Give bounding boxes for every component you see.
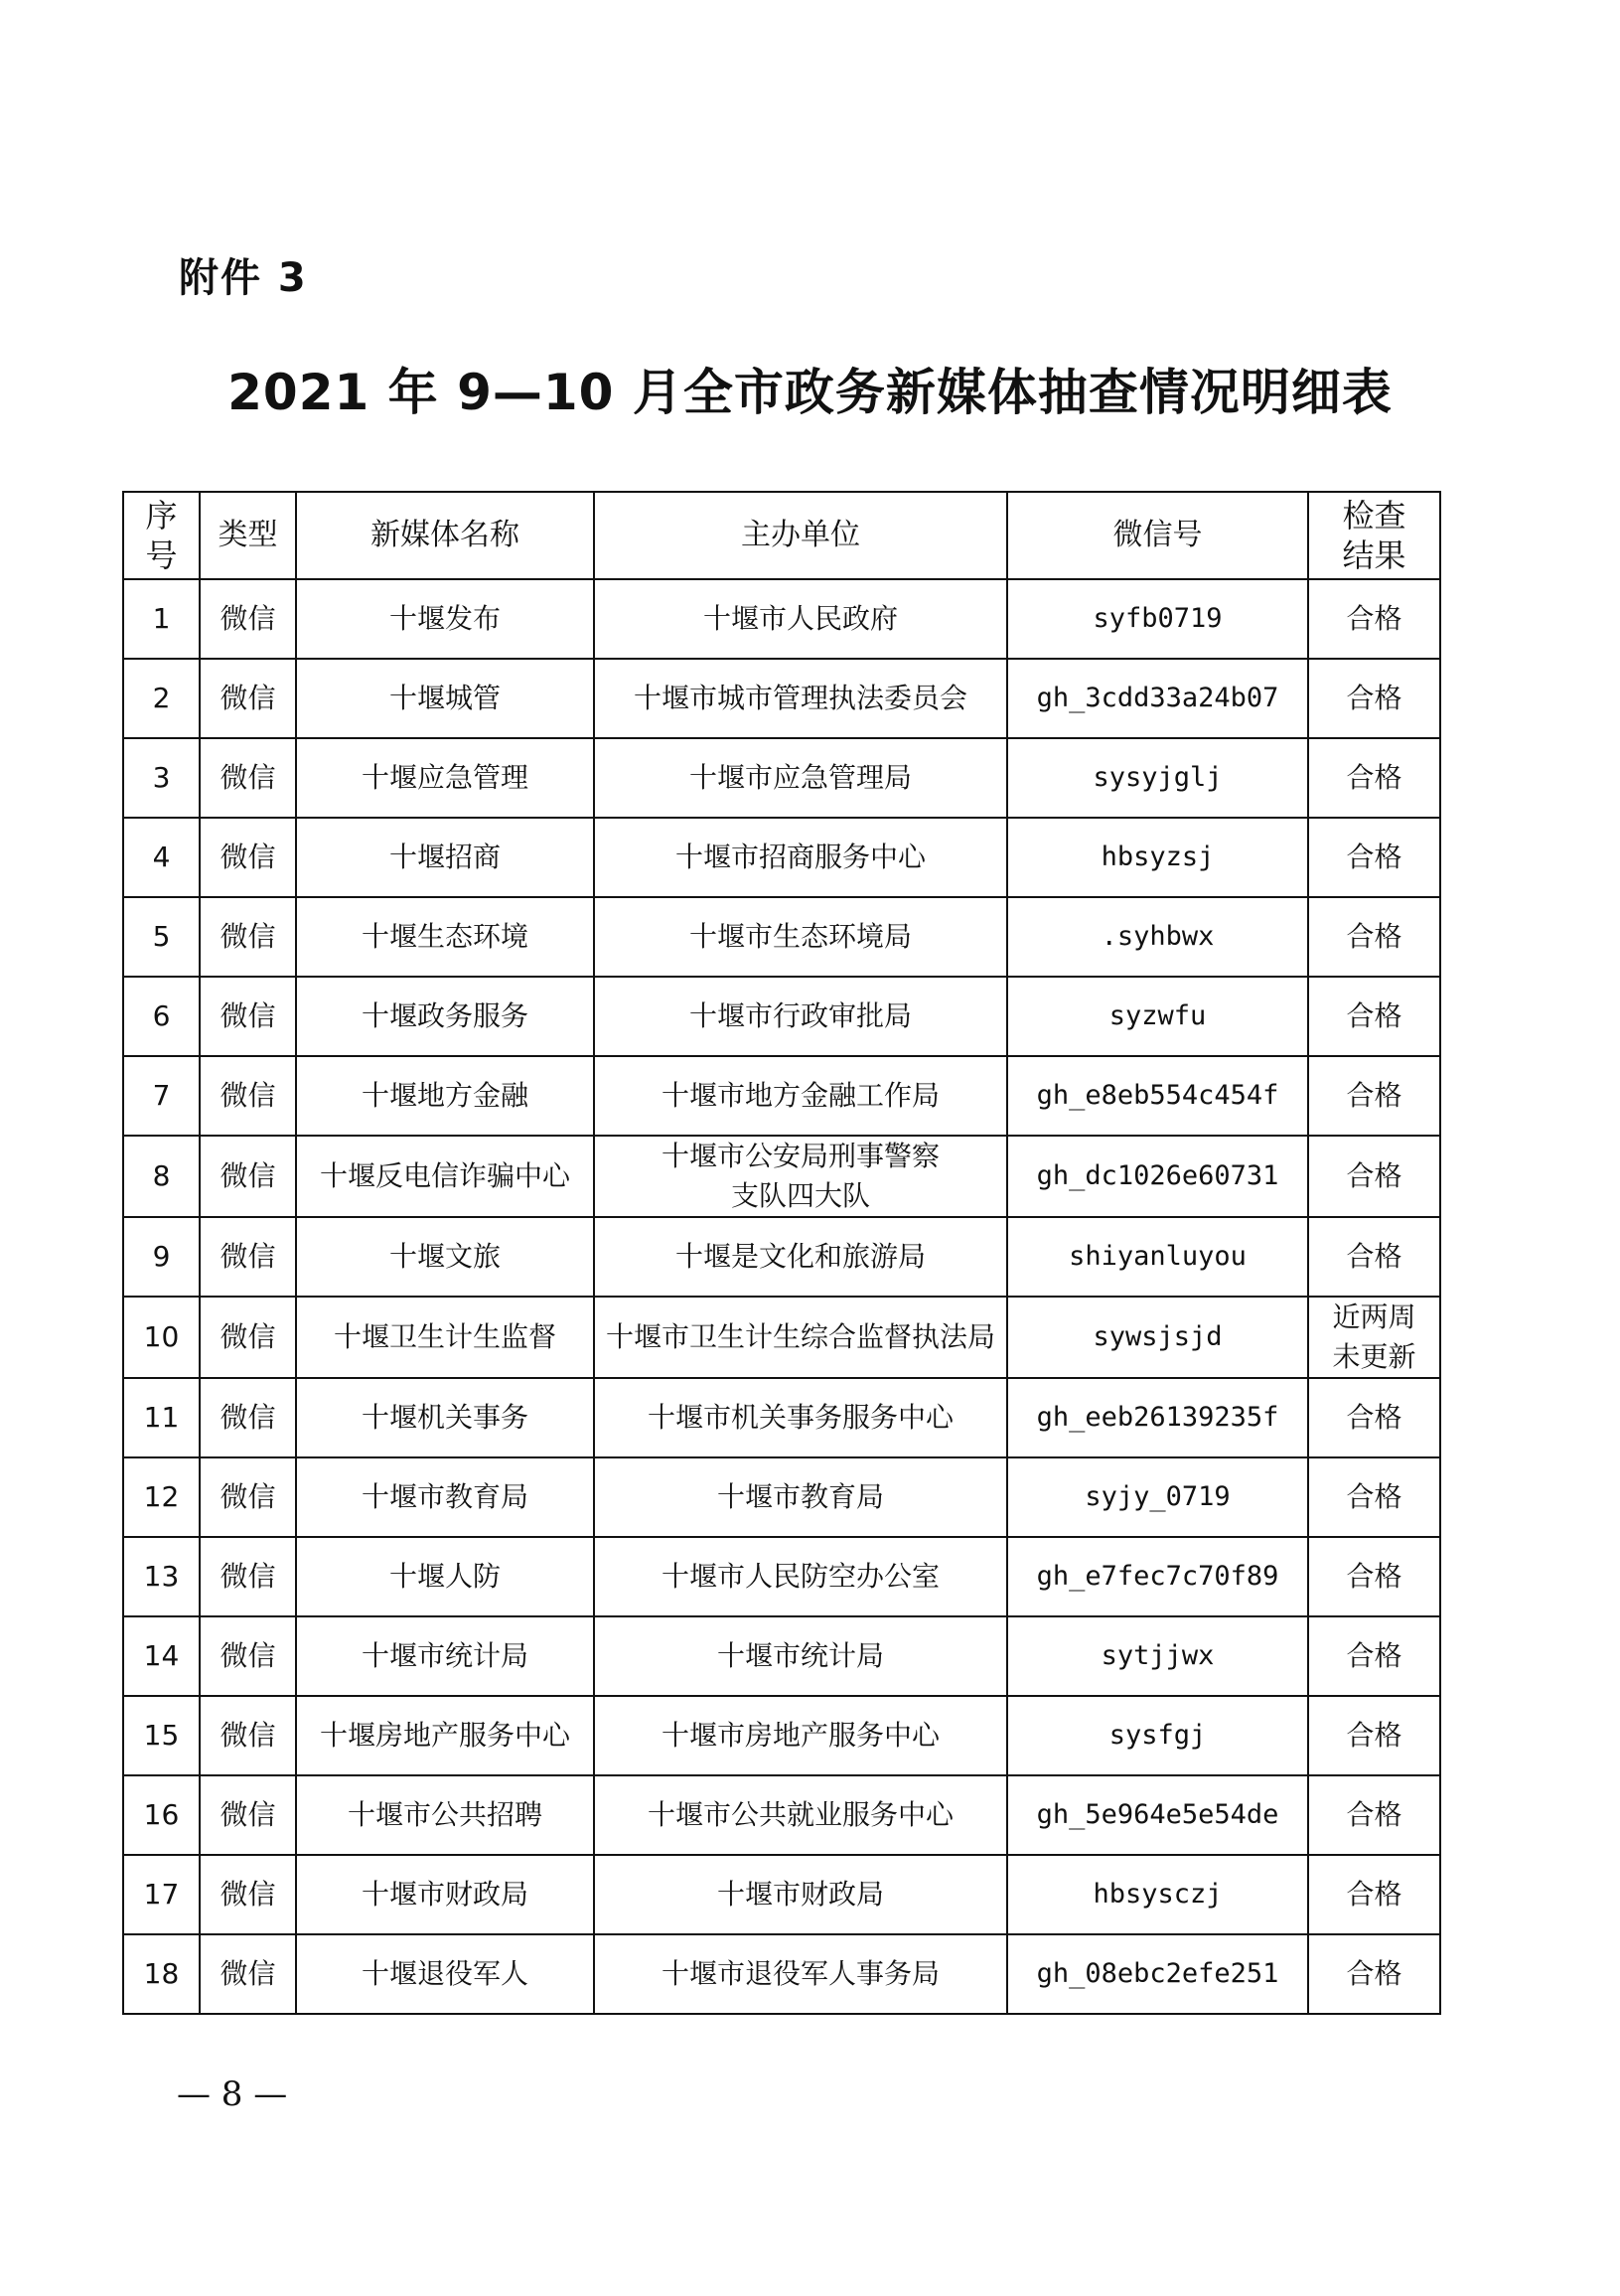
row-result: 合格 [1308, 1217, 1440, 1297]
row-result: 合格 [1308, 1056, 1440, 1136]
row-type: 微信 [200, 579, 296, 659]
table-row [123, 977, 1440, 1056]
row-wechat-id: gh_e8eb554c454f [1007, 1056, 1308, 1136]
row-index: 1 [123, 579, 200, 659]
table-row [123, 1297, 1440, 1378]
table-row [123, 1855, 1440, 1934]
row-media-name: 十堰市统计局 [296, 1616, 594, 1696]
row-index: 14 [123, 1616, 200, 1696]
header-result [1308, 492, 1440, 579]
header-index [123, 492, 200, 579]
row-result: 合格 [1308, 818, 1440, 897]
attachment-label: 附件 3 [179, 255, 308, 301]
row-media-name: 十堰生态环境 [296, 897, 594, 977]
row-type: 微信 [200, 1537, 296, 1616]
row-index: 5 [123, 897, 200, 977]
row-type: 微信 [200, 738, 296, 818]
row-type: 微信 [200, 1136, 296, 1217]
table-row [123, 1217, 1440, 1297]
row-organizer: 十堰市人民防空办公室 [594, 1537, 1007, 1616]
table-row [123, 897, 1440, 977]
row-wechat-id: hbsysczj [1007, 1855, 1308, 1934]
row-index: 4 [123, 818, 200, 897]
row-organizer: 十堰市退役军人事务局 [594, 1934, 1007, 2014]
row-wechat-id: hbsyzsj [1007, 818, 1308, 897]
row-organizer: 十堰市机关事务服务中心 [594, 1378, 1007, 1457]
row-result [1308, 1297, 1440, 1378]
row-result: 合格 [1308, 897, 1440, 977]
row-organizer: 十堰市城市管理执法委员会 [594, 659, 1007, 738]
row-index: 15 [123, 1696, 200, 1775]
table-row [123, 1056, 1440, 1136]
row-index: 6 [123, 977, 200, 1056]
row-result: 合格 [1308, 659, 1440, 738]
row-result: 合格 [1308, 977, 1440, 1056]
row-wechat-id: gh_08ebc2efe251 [1007, 1934, 1308, 2014]
row-organizer: 十堰市教育局 [594, 1457, 1007, 1537]
header-result-line-2: 结果 [1342, 536, 1406, 574]
table-row [123, 579, 1440, 659]
row-type: 微信 [200, 1378, 296, 1457]
header-organizer: 主办单位 [594, 492, 1007, 579]
row-wechat-id: sysfgj [1007, 1696, 1308, 1775]
row-result: 合格 [1308, 738, 1440, 818]
row-media-name: 十堰城管 [296, 659, 594, 738]
table-row [123, 1457, 1440, 1537]
header-index-line-1: 序 [145, 497, 178, 535]
table-row [123, 659, 1440, 738]
row-result: 合格 [1308, 1775, 1440, 1855]
table-row [123, 1696, 1440, 1775]
row-index: 2 [123, 659, 200, 738]
row-media-name: 十堰人防 [296, 1537, 594, 1616]
row-index: 12 [123, 1457, 200, 1537]
table-row [123, 738, 1440, 818]
row-organizer: 十堰市生态环境局 [594, 897, 1007, 977]
row-type: 微信 [200, 1457, 296, 1537]
row-result: 合格 [1308, 579, 1440, 659]
row-organizer: 十堰市公共就业服务中心 [594, 1775, 1007, 1855]
table-row [123, 1378, 1440, 1457]
row-media-name: 十堰应急管理 [296, 738, 594, 818]
table-row [123, 1934, 1440, 2014]
row-type: 微信 [200, 1855, 296, 1934]
header-wechat-id: 微信号 [1007, 492, 1308, 579]
row-organizer: 十堰市卫生计生综合监督执法局 [594, 1297, 1007, 1378]
row-media-name: 十堰招商 [296, 818, 594, 897]
row-organizer: 十堰市房地产服务中心 [594, 1696, 1007, 1775]
row-result: 合格 [1308, 1378, 1440, 1457]
row-organizer: 十堰市统计局 [594, 1616, 1007, 1696]
row-result: 合格 [1308, 1934, 1440, 2014]
row-wechat-id: .syhbwx [1007, 897, 1308, 977]
header-index-line-2: 号 [145, 536, 178, 574]
row-wechat-id: sytjjwx [1007, 1616, 1308, 1696]
row-result: 合格 [1308, 1855, 1440, 1934]
row-result: 合格 [1308, 1696, 1440, 1775]
row-wechat-id: gh_e7fec7c70f89 [1007, 1537, 1308, 1616]
row-index: 9 [123, 1217, 200, 1297]
row-type: 微信 [200, 1297, 296, 1378]
row-organizer: 十堰市地方金融工作局 [594, 1056, 1007, 1136]
row-wechat-id: syfb0719 [1007, 579, 1308, 659]
row-wechat-id: gh_dc1026e60731 [1007, 1136, 1308, 1217]
row-type: 微信 [200, 659, 296, 738]
row-wechat-id: gh_5e964e5e54de [1007, 1775, 1308, 1855]
table-row [123, 1136, 1440, 1217]
table-header [123, 492, 1440, 579]
page-number: — 8 — [177, 2074, 288, 2114]
row-index: 3 [123, 738, 200, 818]
row-index: 18 [123, 1934, 200, 2014]
row-wechat-id: sywsjsjd [1007, 1297, 1308, 1378]
row-organizer-line: 十堰市公安局刑事警察 [661, 1140, 940, 1172]
row-result-line: 近两周 [1332, 1301, 1416, 1333]
row-wechat-id: syjy_0719 [1007, 1457, 1308, 1537]
row-wechat-id: shiyanluyou [1007, 1217, 1308, 1297]
row-media-name: 十堰反电信诈骗中心 [296, 1136, 594, 1217]
table-body [123, 579, 1440, 2014]
table-row [123, 1775, 1440, 1855]
row-media-name: 十堰文旅 [296, 1217, 594, 1297]
row-result: 合格 [1308, 1136, 1440, 1217]
row-wechat-id: syzwfu [1007, 977, 1308, 1056]
inspection-table [122, 491, 1441, 2015]
row-index: 7 [123, 1056, 200, 1136]
row-index: 13 [123, 1537, 200, 1616]
row-index: 11 [123, 1378, 200, 1457]
row-media-name: 十堰卫生计生监督 [296, 1297, 594, 1378]
row-index: 8 [123, 1136, 200, 1217]
header-type: 类型 [200, 492, 296, 579]
row-media-name: 十堰政务服务 [296, 977, 594, 1056]
row-organizer: 十堰市财政局 [594, 1855, 1007, 1934]
row-type: 微信 [200, 1934, 296, 2014]
row-result: 合格 [1308, 1537, 1440, 1616]
row-type: 微信 [200, 818, 296, 897]
row-index: 17 [123, 1855, 200, 1934]
row-media-name: 十堰退役军人 [296, 1934, 594, 2014]
row-media-name: 十堰市公共招聘 [296, 1775, 594, 1855]
row-wechat-id: gh_eeb26139235f [1007, 1378, 1308, 1457]
row-result: 合格 [1308, 1457, 1440, 1537]
row-type: 微信 [200, 977, 296, 1056]
row-organizer: 十堰是文化和旅游局 [594, 1217, 1007, 1297]
header-media-name: 新媒体名称 [296, 492, 594, 579]
row-wechat-id: sysyjglj [1007, 738, 1308, 818]
row-organizer: 十堰市招商服务中心 [594, 818, 1007, 897]
page-title: 2021 年 9—10 月全市政务新媒体抽查情况明细表 [227, 364, 1393, 421]
row-organizer: 十堰市行政审批局 [594, 977, 1007, 1056]
row-result-line: 未更新 [1332, 1340, 1416, 1373]
table-row [123, 1537, 1440, 1616]
row-organizer [594, 1136, 1007, 1217]
table-row [123, 1616, 1440, 1696]
row-type: 微信 [200, 1616, 296, 1696]
row-media-name: 十堰市教育局 [296, 1457, 594, 1537]
row-index: 10 [123, 1297, 200, 1378]
row-index: 16 [123, 1775, 200, 1855]
row-type: 微信 [200, 1696, 296, 1775]
row-media-name: 十堰机关事务 [296, 1378, 594, 1457]
row-media-name: 十堰市财政局 [296, 1855, 594, 1934]
row-type: 微信 [200, 1056, 296, 1136]
row-media-name: 十堰地方金融 [296, 1056, 594, 1136]
row-type: 微信 [200, 1217, 296, 1297]
header-result-line-1: 检查 [1342, 497, 1406, 535]
row-type: 微信 [200, 897, 296, 977]
table-row [123, 818, 1440, 897]
row-organizer: 十堰市人民政府 [594, 579, 1007, 659]
row-result: 合格 [1308, 1616, 1440, 1696]
row-type: 微信 [200, 1775, 296, 1855]
row-organizer-line: 支队四大队 [730, 1179, 870, 1212]
row-media-name: 十堰房地产服务中心 [296, 1696, 594, 1775]
row-wechat-id: gh_3cdd33a24b07 [1007, 659, 1308, 738]
row-organizer: 十堰市应急管理局 [594, 738, 1007, 818]
row-media-name: 十堰发布 [296, 579, 594, 659]
